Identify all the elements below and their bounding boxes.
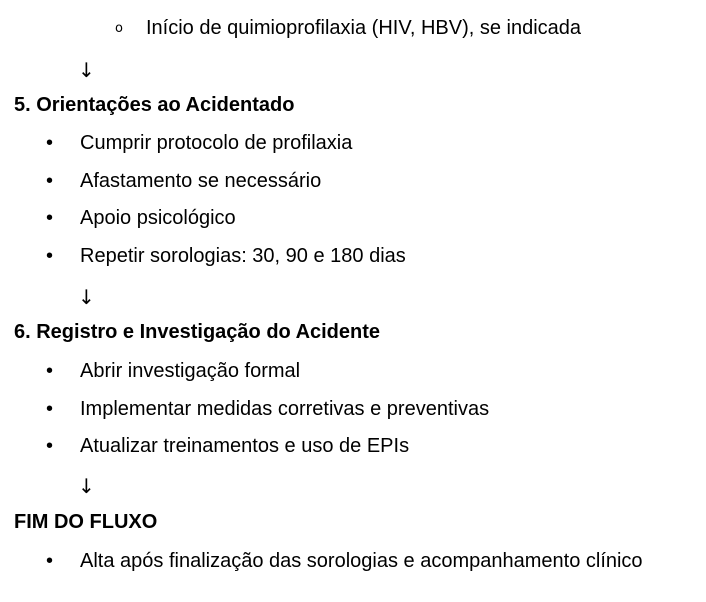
down-arrow-icon: ↓	[78, 474, 95, 498]
list-item: Abrir investigação formal	[80, 360, 301, 382]
down-arrow-icon: ↓	[78, 285, 95, 309]
bullet-icon: •	[46, 132, 54, 154]
list-item: Alta após finalização das sorologias e acompanhamento clínico	[80, 550, 643, 572]
sub-bullet-icon: o	[115, 21, 123, 36]
list-item: Cumprir protocolo de profilaxia	[80, 132, 353, 154]
sub-item-text: Início de quimioprofilaxia (HIV, HBV), se indicada	[146, 17, 582, 39]
bullet-icon: •	[46, 435, 54, 457]
list-item: Repetir sorologias: 30, 90 e 180 dias	[80, 245, 406, 267]
bullet-icon: •	[46, 207, 54, 229]
bullet-icon: •	[46, 550, 54, 572]
bullet-icon: •	[46, 170, 54, 192]
bullet-icon: •	[46, 398, 54, 420]
bullet-icon: •	[46, 245, 54, 267]
end-title: FIM DO FLUXO	[14, 511, 158, 533]
down-arrow-icon: ↓	[78, 58, 95, 82]
section-5-title: 5. Orientações ao Acidentado	[14, 94, 295, 116]
list-item: Atualizar treinamentos e uso de EPIs	[80, 435, 410, 457]
list-item: Apoio psicológico	[80, 207, 236, 229]
list-item: Implementar medidas corretivas e preventivas	[80, 398, 490, 420]
section-6-title: 6. Registro e Investigação do Acidente	[14, 321, 381, 343]
list-item: Afastamento se necessário	[80, 170, 322, 192]
bullet-icon: •	[46, 360, 54, 382]
